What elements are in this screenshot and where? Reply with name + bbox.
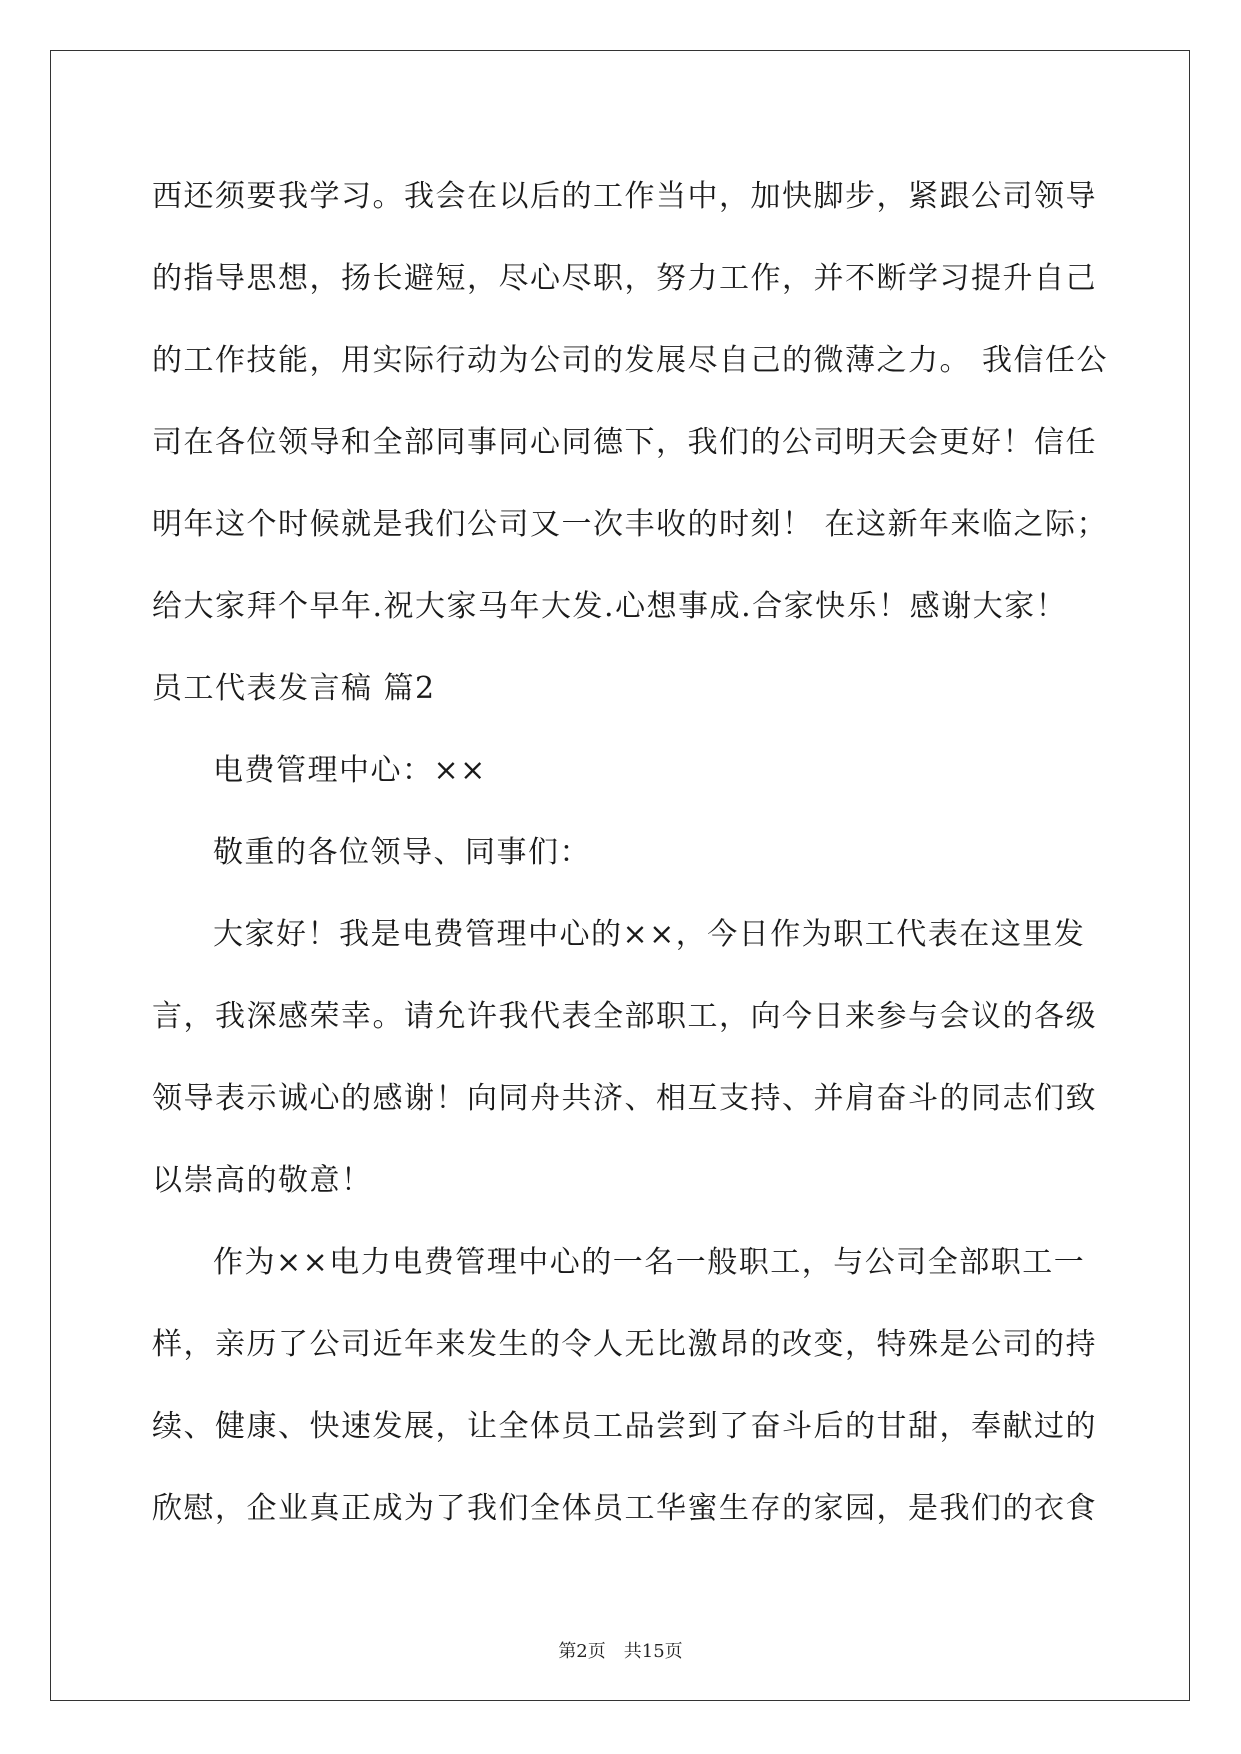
text-line-3: 的工作技能，用实际行动为公司的发展尽自己的微薄之力。 我信任公 bbox=[152, 343, 1109, 378]
section-heading: 员工代表发言稿 篇2 bbox=[152, 671, 436, 706]
page-number: 第2页 bbox=[558, 1641, 606, 1662]
text-line-13: 以崇高的敬意！ bbox=[152, 1163, 373, 1198]
text-line-11: 言，我深感荣幸。请允许我代表全部职工，向今日来参与会议的各级 bbox=[152, 999, 1097, 1034]
text-line-5: 明年这个时候就是我们公司又一次丰收的时刻！ 在这新年来临之际； bbox=[152, 507, 1109, 542]
page-footer bbox=[0, 1637, 1241, 1663]
speaker-line: 电费管理中心：×× bbox=[213, 753, 487, 788]
text-line-12: 领导表示诚心的感谢！向同舟共济、相互支持、并肩奋斗的同志们致 bbox=[152, 1081, 1097, 1116]
text-line-15: 样，亲历了公司近年来发生的令人无比激昂的改变，特殊是公司的持 bbox=[152, 1327, 1097, 1362]
page-total: 共15页 bbox=[623, 1641, 683, 1662]
salutation-line: 敬重的各位领导、同事们： bbox=[213, 835, 591, 870]
text-line-2: 的指导思想，扬长避短，尽心尽职，努力工作，并不断学习提升自己 bbox=[152, 261, 1097, 296]
text-line-4: 司在各位领导和全部同事同心同德下，我们的公司明天会更好！信任 bbox=[152, 425, 1097, 460]
document-body bbox=[152, 156, 1109, 1550]
text-line-10: 大家好！我是电费管理中心的××，今日作为职工代表在这里发 bbox=[213, 917, 1086, 952]
text-line-16: 续、健康、快速发展，让全体员工品尝到了奋斗后的甘甜，奉献过的 bbox=[152, 1409, 1097, 1444]
text-line-17: 欣慰，企业真正成为了我们全体员工华蜜生存的家园，是我们的衣食 bbox=[152, 1491, 1097, 1526]
text-line-14: 作为××电力电费管理中心的一名一般职工，与公司全部职工一 bbox=[213, 1245, 1086, 1280]
text-line-1: 西还须要我学习。我会在以后的工作当中，加快脚步，紧跟公司领导 bbox=[152, 179, 1097, 214]
text-line-6: 给大家拜个早年.祝大家马年大发.心想事成.合家快乐！感谢大家！ bbox=[152, 589, 1068, 624]
